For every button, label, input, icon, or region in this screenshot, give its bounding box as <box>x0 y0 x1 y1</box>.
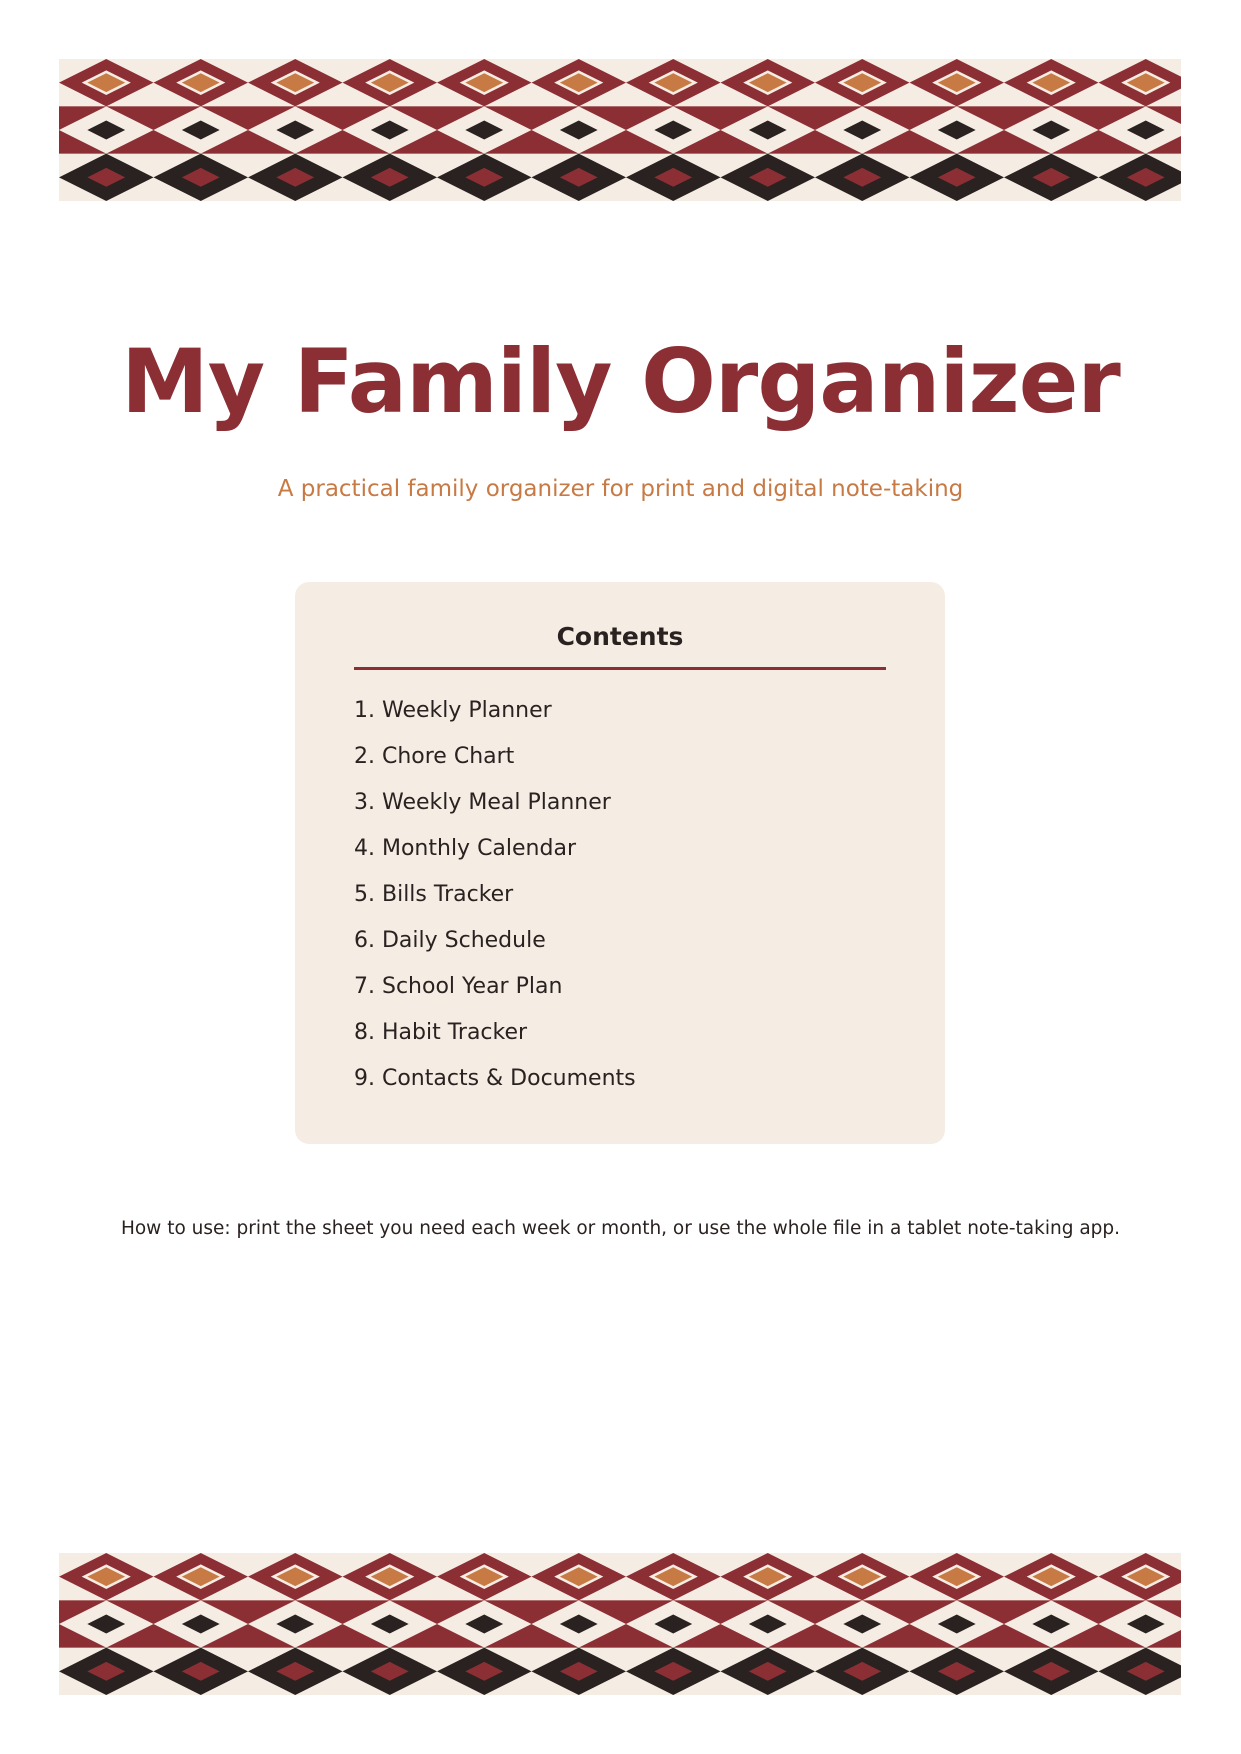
contents-item: 5. Bills Tracker <box>354 882 514 907</box>
contents-item: 7. School Year Plan <box>354 974 563 999</box>
contents-item: 2. Chore Chart <box>354 744 515 769</box>
contents-heading: Contents <box>556 622 684 651</box>
contents-list <box>354 688 886 1102</box>
contents-box <box>295 582 945 1144</box>
contents-item: 9. Contacts & Documents <box>354 1066 636 1091</box>
contents-divider <box>354 667 886 670</box>
contents-item: 1. Weekly Planner <box>354 698 552 723</box>
top-decorative-border <box>59 59 1181 201</box>
page-title: My Family Organizer <box>121 330 1120 433</box>
contents-item: 4. Monthly Calendar <box>354 836 576 861</box>
page-subtitle: A practical family organizer for print and digital note-taking <box>277 476 964 502</box>
bottom-decorative-border <box>59 1553 1181 1695</box>
contents-item: 8. Habit Tracker <box>354 1020 528 1045</box>
contents-item: 6. Daily Schedule <box>354 928 546 953</box>
usage-note: How to use: print the sheet you need each week or month, or use the whole file in a tablet note-taking app. <box>120 1218 1121 1239</box>
contents-item: 3. Weekly Meal Planner <box>354 790 611 815</box>
